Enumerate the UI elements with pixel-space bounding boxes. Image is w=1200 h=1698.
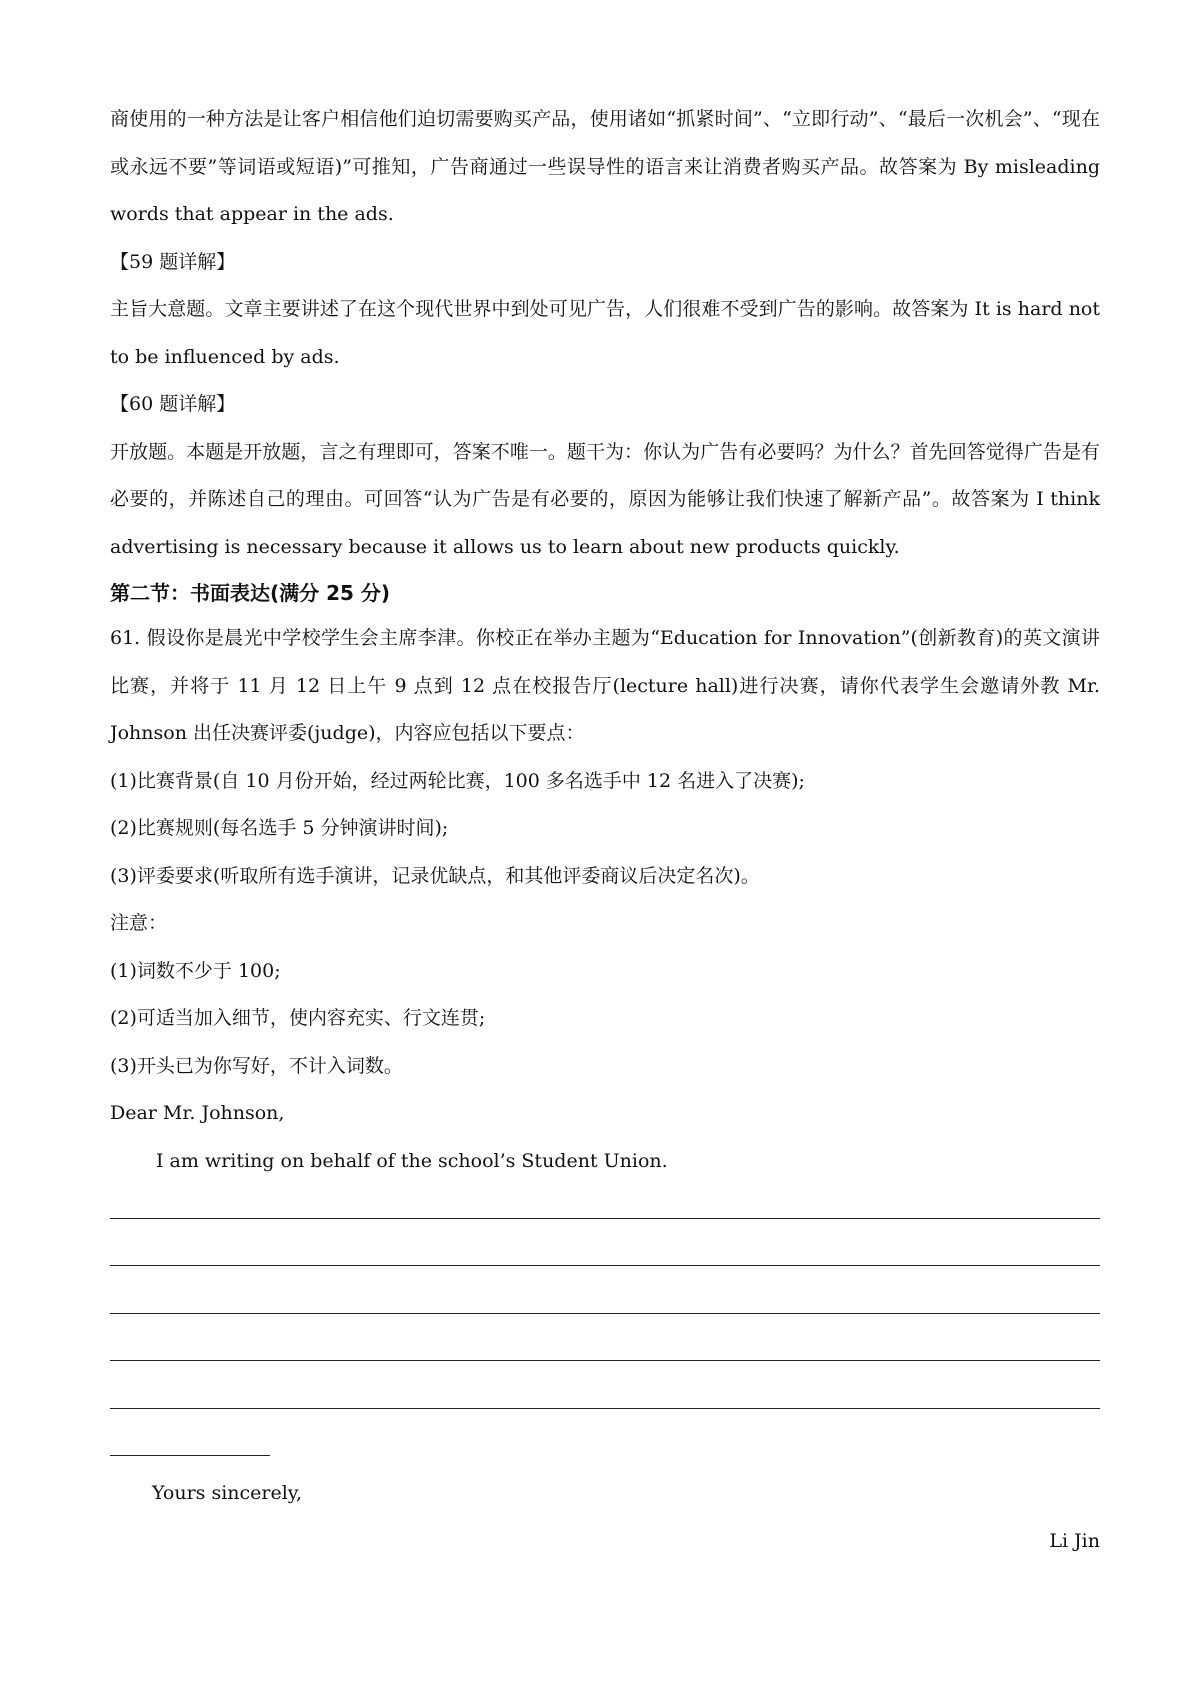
writing-task: 61. 假设你是晨光中学校学生会主席李津。你校正在举办主题为“Education for Innovation”(创新教育)的英文演讲比赛，并将于 11 月 12 日上午 9 点到 12 点在校报告厅(lecture hall)进行决赛，请你代表学生会邀请外教 Mr. Johnson 出任决赛评委(judge)，内容应包括以下要点： xyxy=(110,627,1100,744)
q60-body: 开放题。本题是开放题，言之有理即可，答案不唯一。题干为：你认为广告有必要吗？为什么？首先回答觉得广告是有必要的，并陈述自己的理由。可回答“认为广告是有必要的，原因为能够让我们快速了解新产品”。故答案为 I think advertising is necessary because it allows us to learn about new products quickly. xyxy=(110,440,1100,558)
answer-line[interactable] xyxy=(110,1280,1100,1328)
note-3: (3)开头已为你写好，不计入词数。 xyxy=(110,1054,403,1077)
explanation-58-tail: 商使用的一种方法是让客户相信他们迫切需要购买产品，使用诸如“抓紧时间”、“立即行动”、“最后一次机会”、“现在或永远不要”等词语或短语)”可推知，广告商通过一些误导性的语言来让消费者购买产品。故答案为 By misleading words that appear in the ads. xyxy=(110,108,1100,225)
answer-line[interactable] xyxy=(110,1328,1100,1376)
document-page xyxy=(110,96,1100,1565)
answer-line[interactable] xyxy=(110,1185,1100,1233)
letter-signature: Li Jin xyxy=(1049,1529,1100,1552)
task-point-2: (2)比赛规则(每名选手 5 分钟演讲时间); xyxy=(110,817,449,839)
task-point-3: (3)评委要求(听取所有选手演讲，记录优缺点，和其他评委商议后决定名次)。 xyxy=(110,864,760,887)
q60-heading: 【60 题详解】 xyxy=(110,393,236,415)
answer-line-short[interactable] xyxy=(110,1423,270,1471)
q59-body: 主旨大意题。文章主要讲述了在这个现代世界中到处可见广告，人们很难不受到广告的影响。故答案为 It is hard not to be influenced by ads. xyxy=(110,298,1100,368)
note-2: (2)可适当加入细节，使内容充实、行文连贯; xyxy=(110,1007,486,1029)
note-1: (1)词数不少于 100; xyxy=(110,959,281,982)
answer-line[interactable] xyxy=(110,1375,1100,1423)
answer-line[interactable] xyxy=(110,1233,1100,1281)
letter-salutation: Dear Mr. Johnson, xyxy=(110,1102,285,1124)
section2-title: 第二节：书面表达(满分 25 分) xyxy=(110,581,391,605)
letter-closing: Yours sincerely, xyxy=(152,1482,303,1504)
letter-opening: I am writing on behalf of the school’s Student Union. xyxy=(156,1149,668,1172)
task-point-1: (1)比赛背景(自 10 月份开始，经过两轮比赛，100 多名选手中 12 名进入了决赛); xyxy=(110,769,805,792)
notes-label: 注意： xyxy=(110,912,168,934)
q59-heading: 【59 题详解】 xyxy=(110,250,236,273)
